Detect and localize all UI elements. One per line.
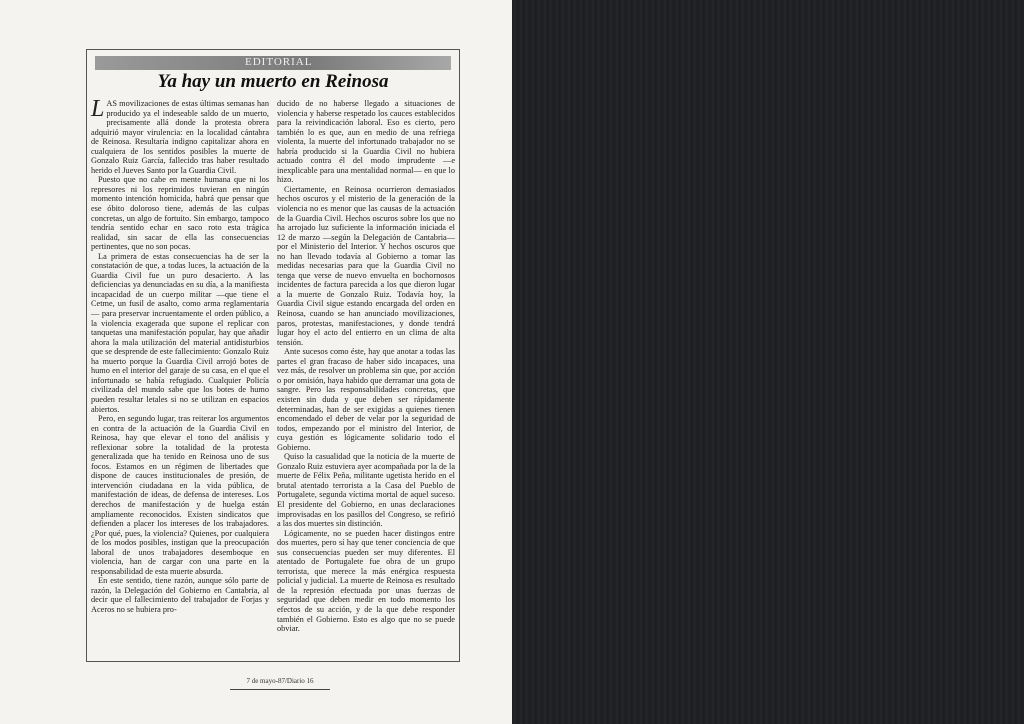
drop-cap: L — [91, 96, 105, 122]
paragraph: ducido de no haberse llegado a situaciones de violencia y haberse respetado los cauces establecidos para la reivindicación laboral. Eso es cierto, pero también lo es que, aun en medio de una refriega violenta, la muerte del infortunado trabajador no se habría producido si la Guardia Civil no hubiera actuado contra él del modo imprudente —e inexplicable para una mentalidad normal— en que lo hizo. — [277, 99, 455, 185]
paragraph: Ante sucesos como éste, hay que anotar a todas las partes el gran fracaso de haber sido incapaces, una vez más, de resolver un problema sin que, por acción o por omisión, haya habido que derramar una gota de sangre. Pero las responsabilidades concretas, que existen sin duda y que deben ser rápidamente determinadas, han de ser exigidas a quienes tienen encomendado el deber de velar por la seguridad de todos, empezando por el ministro del Interior, de cuya gestión es lógicamente solidario todo el Gobierno. — [277, 347, 455, 452]
left-column — [91, 96, 269, 615]
paragraph: Ciertamente, en Reinosa ocurrieron demasiados hechos oscuros y el misterio de la generación de la violencia no es menor que las causas de la actuación de la Guardia Civil. Hechos oscuros sobre los que no ha arrojado luz suficiente la información iniciada el 12 de marzo —según la Delegación de Cantabria— por el Ministerio del Interior. Y hechos oscuros que no han llevado todavía al Gobierno a tomar las medidas necesarias para que la Guardia Civil no tenga que verse de nuevo envuelta en bochornosos incidentes de factura parecida a los que dieron lugar a la muerte de Gonzalo Ruiz. Todavía hoy, la Guardia Civil sigue estando encargada del orden en Reinosa, cuando se han anunciado movilizaciones, paros, protestas, manifestaciones, y donde tendrá lugar hoy el acto del entierro en un clima de alta tensión. — [277, 184, 455, 347]
dark-background — [512, 0, 1024, 724]
editorial-frame — [86, 49, 460, 662]
paragraph: Pero, en segundo lugar, tras reiterar los argumentos en contra de la actuación de la Guardia Civil en Reinosa, hay que elevar el tono del análisis y reflexionar sobre la totalidad de la protesta generalizada que ha tenido en Reinosa uno de sus focos. Estamos en un régimen de libertades que dispone de cauces institucionales de presión, de intervención ciudadana en la vida pública, de manifestación de ideas, de defensa de intereses. Los derechos de manifestación y de huelga están ampliamente reconocidos. Existen sindicatos que defienden a placer los intereses de los trabajadores. ¿Por qué, pues, la violencia? Quienes, por cualquiera de los modos posibles, instigan que la preocupación laboral de unos trabajadores desemboque en violencia, han de cargar con una parte en la responsabilidad de esta muerte absurda. — [91, 414, 269, 576]
paragraph: Quiso la casualidad que la noticia de la muerte de Gonzalo Ruiz estuviera ayer acompañada por la de la muerte de Félix Peña, militante ugetista herido en el brutal atentado terrorista a la Casa del Pueblo de Portugalete, segunda víctima mortal de aquel suceso. El presidente del Gobierno, en unas declaraciones improvisadas en los pasillos del Congreso, se refirió a las dos muertes sin distinción. — [277, 452, 455, 529]
headline: Ya hay un muerto en Reinosa — [157, 71, 389, 92]
paragraph: En este sentido, tiene razón, aunque sólo parte de razón, la Delegación del Gobierno en Cantabria, al decir que el fallecimiento del trabajador de Forjas y Aceros no se hubiera pro- — [91, 576, 269, 614]
section-banner — [95, 56, 451, 70]
paragraph: Puesto que no cabe en mente humana que ni los represores ni los reprimidos tuvieran en ningún momento intención homicida, habrá que pensar que ese óbito doloroso tiene, además de las culpas concretas, un algo de fortuito. Sin embargo, tampoco tendría sentido echar en saco roto esta trágica realidad, sin sacar de ella las consecuencias pertinentes, que no son pocas. — [91, 175, 269, 252]
section-label: EDITORIAL — [245, 56, 313, 68]
page-footer: 7 de mayo-87/Diario 16 — [230, 677, 330, 690]
paragraph: LAS movilizaciones de estas últimas semanas han producido ya el indeseable saldo de un muerto, precisamente allá donde la protesta obrera adquirió mayor virulencia: en la localidad cántabra de Reinosa. Resultaría indigno capitalizar ahora en cualquiera de los sentidos posibles la muerte de Gonzalo Ruiz García, fallecido tras haber resultado herido el Jueves Santo por la Guardia Civil. — [91, 96, 269, 175]
paragraph: La primera de estas consecuencias ha de ser la constatación de que, a todas luces, la actuación de la Guardia Civil fue un puro desacierto. A las deficiencias ya denunciadas en su día, a la manifiesta incapacidad de un cuerpo militar —que tiene el Cetme, un fusil de asalto, como arma reglamentaria— para preservar incruentamente el orden público, a la violencia exagerada que supone el replicar con tanquetas una manifestación popular, hay que añadir ahora la mala utilización del material antidisturbios que se desprende de este fallecimiento: Gonzalo Ruiz ha muerto porque la Guardia Civil arrojó botes de humo en el interior del garaje de su casa, en el que el infortunado se había refugiado. Cualquier Policía civilizada del mundo sabe que los botes de humo pueden resultar letales si no se utilizan en espacios abiertos. — [91, 251, 269, 414]
paragraph: Lógicamente, no se pueden hacer distingos entre dos muertes, pero sí hay que tener conciencia de que sus consecuencias pueden ser muy diferentes. El atentado de Portugalete fue obra de un grupo terrorista, que merece la más enérgica respuesta policial y judicial. La muerte de Reinosa es resultado de la represión efectuada por unas fuerzas de seguridad que deben medir en todo momento los efectos de su acción, y de la que debe responder también el Gobierno. Esto es algo que no se puede obviar. — [277, 528, 455, 634]
right-column — [277, 99, 455, 634]
